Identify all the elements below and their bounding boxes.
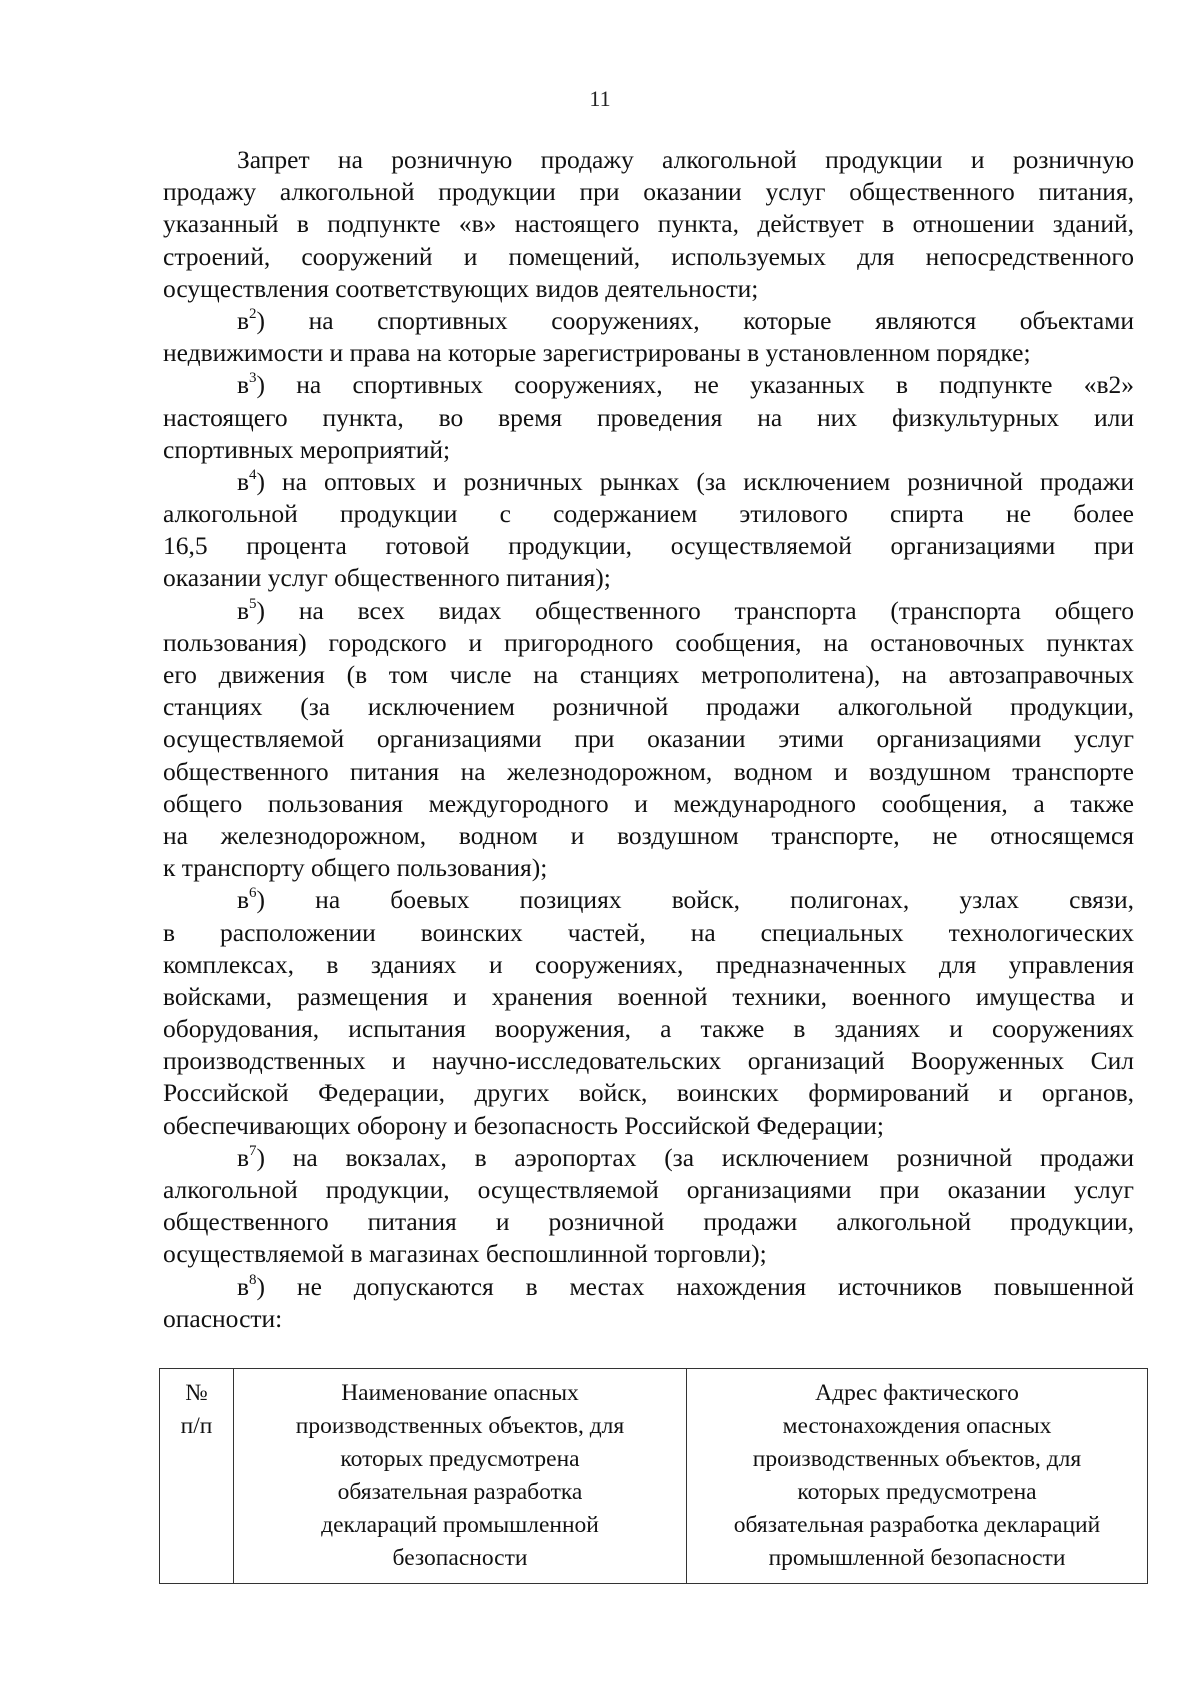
line-text: спортивных мероприятий; — [163, 434, 451, 464]
subclause-mark: в — [237, 370, 250, 400]
line-text: войсками, размещения и хранения военной техники, военного имущества и — [163, 981, 1134, 1011]
subclause-superscript: 8 — [249, 1271, 257, 1288]
line-text: общественного питания на железнодорожном, водном и воздушном транспорте — [163, 756, 1134, 786]
text-line-v5-l8 — [163, 820, 1134, 852]
header-text-line: промышленной безопасности — [768, 1545, 1066, 1571]
line-text: недвижимости и права на которые зарегистрированы в установленном порядке; — [163, 338, 1031, 368]
line-text: комплексах, в зданиях и сооружениях, предназначенных для управления — [163, 949, 1134, 979]
line-text: осуществляемой в магазинах беспошлинной торговли); — [163, 1239, 767, 1269]
line-text: ) не допускаются в местах нахождения источников повышенной — [256, 1271, 1134, 1301]
subclause-superscript: 6 — [249, 885, 257, 902]
text-line-v6-l2 — [163, 917, 1134, 949]
text-line-p1-l4 — [163, 241, 1134, 273]
line-text: станциях (за исключением розничной продажи алкогольной продукции, — [163, 692, 1134, 722]
line-text: опасности: — [163, 1303, 283, 1333]
subclause-mark: в — [237, 595, 250, 625]
line-text: пользования) городского и пригородного сообщения, на остановочных пунктах — [163, 627, 1134, 657]
line-text: алкогольной продукции, осуществляемой организациями при оказании услуг — [163, 1175, 1134, 1204]
line-text: ) на всех видах общественного транспорта (транспорта общего — [256, 595, 1134, 625]
subclause-mark: в — [237, 885, 250, 915]
text-line-v8-l1 — [163, 1271, 1134, 1303]
text-line-v5-l4 — [163, 691, 1134, 723]
header-text-line: производственных объектов, для — [295, 1413, 625, 1439]
line-text: ) на боевых позициях войск, полигонах, узлах связи, — [256, 885, 1134, 915]
line-text: общего пользования междугородного и международного сообщения, а также — [163, 788, 1134, 818]
line-text: осуществляемой организациями при оказании этими организациями услуг — [163, 724, 1134, 754]
line-text: обеспечивающих оборону и безопасность Российской Федерации; — [163, 1110, 884, 1140]
text-line-v7-l2 — [163, 1174, 1134, 1206]
header-text-line: которых предусмотрена — [797, 1479, 1037, 1505]
header-text-line: обязательная разработка деклараций — [733, 1512, 1101, 1538]
text-line-v7-l1 — [163, 1142, 1134, 1174]
line-text: его движения (в том числе на станциях метрополитена), на автозаправочных — [163, 660, 1134, 689]
subclause-superscript: 3 — [249, 370, 257, 387]
header-text-line: п/п — [180, 1413, 213, 1439]
text-line-v6-l7 — [163, 1077, 1134, 1109]
text-line-v5-l3 — [163, 659, 1134, 691]
line-text: указанный в подпункте «в» настоящего пункта, действует в отношении зданий, — [163, 209, 1134, 239]
text-line-v5-l9 — [163, 852, 1134, 884]
text-line-v6-l5 — [163, 1013, 1134, 1045]
text-line-p1-l2 — [163, 176, 1134, 208]
line-text: Запрет на розничную продажу алкогольной продукции и розничную — [237, 145, 1134, 174]
line-text: к транспорту общего пользования); — [163, 853, 548, 883]
line-text: ) на спортивных сооружениях, которые являются объектами — [256, 305, 1134, 335]
line-text: в расположении воинских частей, на специальных технологических — [163, 917, 1134, 947]
text-line-v6-l3 — [163, 949, 1134, 981]
text-line-v4-l4 — [163, 562, 1134, 594]
line-text: на железнодорожном, водном и воздушном транспорте, не относящемся — [163, 820, 1134, 850]
text-line-v6-l1 — [163, 884, 1134, 916]
subclause-mark: в — [237, 305, 250, 335]
text-line-v5-l6 — [163, 756, 1134, 788]
line-text: настоящего пункта, во время проведения на них физкультурных или — [163, 402, 1134, 432]
line-text: ) на оптовых и розничных рынках (за исключением розничной продажи — [256, 466, 1134, 496]
text-line-v7-l3 — [163, 1206, 1134, 1238]
text-line-v8-l2 — [163, 1303, 1134, 1335]
subclause-superscript: 7 — [249, 1142, 257, 1159]
line-text: оборудования, испытания вооружения, а также в зданиях и сооружениях — [163, 1014, 1134, 1044]
subclause-superscript: 2 — [249, 305, 257, 322]
text-line-v3-l1 — [163, 369, 1134, 401]
line-text: производственных и научно-исследовательских организаций Вооруженных Сил — [163, 1046, 1134, 1076]
subclause-mark: в — [237, 466, 250, 496]
page-number: 11 — [589, 86, 611, 111]
subclause-superscript: 5 — [249, 595, 257, 612]
text-line-v5-l2 — [163, 627, 1134, 659]
text-line-v6-l6 — [163, 1045, 1134, 1077]
line-text: 16,5 процента готовой продукции, осуществляемой организациями при — [163, 531, 1134, 561]
document-body — [163, 144, 1134, 1335]
text-line-v5-l1 — [163, 595, 1134, 627]
text-line-v5-l5 — [163, 723, 1134, 755]
line-text: ) на спортивных сооружениях, не указанных в подпункте «в2» — [256, 370, 1134, 400]
table-header-row — [160, 1369, 1148, 1584]
text-line-p1-l3 — [163, 208, 1134, 240]
line-text: алкогольной продукции с содержанием этилового спирта не более — [163, 499, 1134, 529]
subclause-superscript: 4 — [249, 466, 257, 483]
text-line-v4-l2 — [163, 498, 1134, 530]
table-header-col-address — [687, 1369, 1148, 1584]
text-line-v3-l3 — [163, 434, 1134, 466]
text-line-v2-l1 — [163, 305, 1134, 337]
text-line-p1-l1 — [163, 144, 1134, 176]
line-text: Российской Федерации, других войск, воинских формирований и органов, — [163, 1078, 1134, 1108]
header-text-line: обязательная разработка — [337, 1479, 583, 1505]
header-text-line: деклараций промышленной — [321, 1512, 599, 1538]
line-text: общественного питания и розничной продажи алкогольной продукции, — [163, 1207, 1134, 1237]
line-text: осуществления соответствующих видов деятельности; — [163, 273, 759, 303]
text-line-v4-l1 — [163, 466, 1134, 498]
table-header-col-number — [160, 1369, 234, 1584]
line-text: строений, сооружений и помещений, используемых для непосредственного — [163, 241, 1134, 271]
line-text: продажу алкогольной продукции при оказании услуг общественного питания, — [163, 177, 1134, 207]
table-header-col-name — [234, 1369, 687, 1584]
text-line-v2-l2 — [163, 337, 1134, 369]
text-line-v6-l4 — [163, 981, 1134, 1013]
text-line-v6-l8 — [163, 1110, 1134, 1142]
text-line-v3-l2 — [163, 402, 1134, 434]
line-text: ) на вокзалах, в аэропортах (за исключением розничной продажи — [256, 1142, 1134, 1172]
header-text-line: Наименование опасных — [341, 1380, 579, 1406]
header-text-line: местонахождения опасных — [782, 1413, 1052, 1439]
header-text-line: № — [185, 1380, 208, 1406]
header-text-line: которых предусмотрена — [340, 1446, 580, 1472]
subclause-mark: в — [237, 1142, 250, 1172]
header-text-line: производственных объектов, для — [752, 1446, 1082, 1472]
text-line-v4-l3 — [163, 530, 1134, 562]
text-line-v7-l4 — [163, 1238, 1134, 1270]
text-line-v5-l7 — [163, 788, 1134, 820]
subclause-mark: в — [237, 1271, 250, 1301]
text-line-p1-l5 — [163, 273, 1134, 305]
header-text-line: безопасности — [392, 1545, 528, 1571]
line-text: оказании услуг общественного питания); — [163, 563, 611, 593]
header-text-line: Адрес фактического — [815, 1380, 1019, 1406]
hazardous-objects-table — [159, 1368, 1148, 1584]
